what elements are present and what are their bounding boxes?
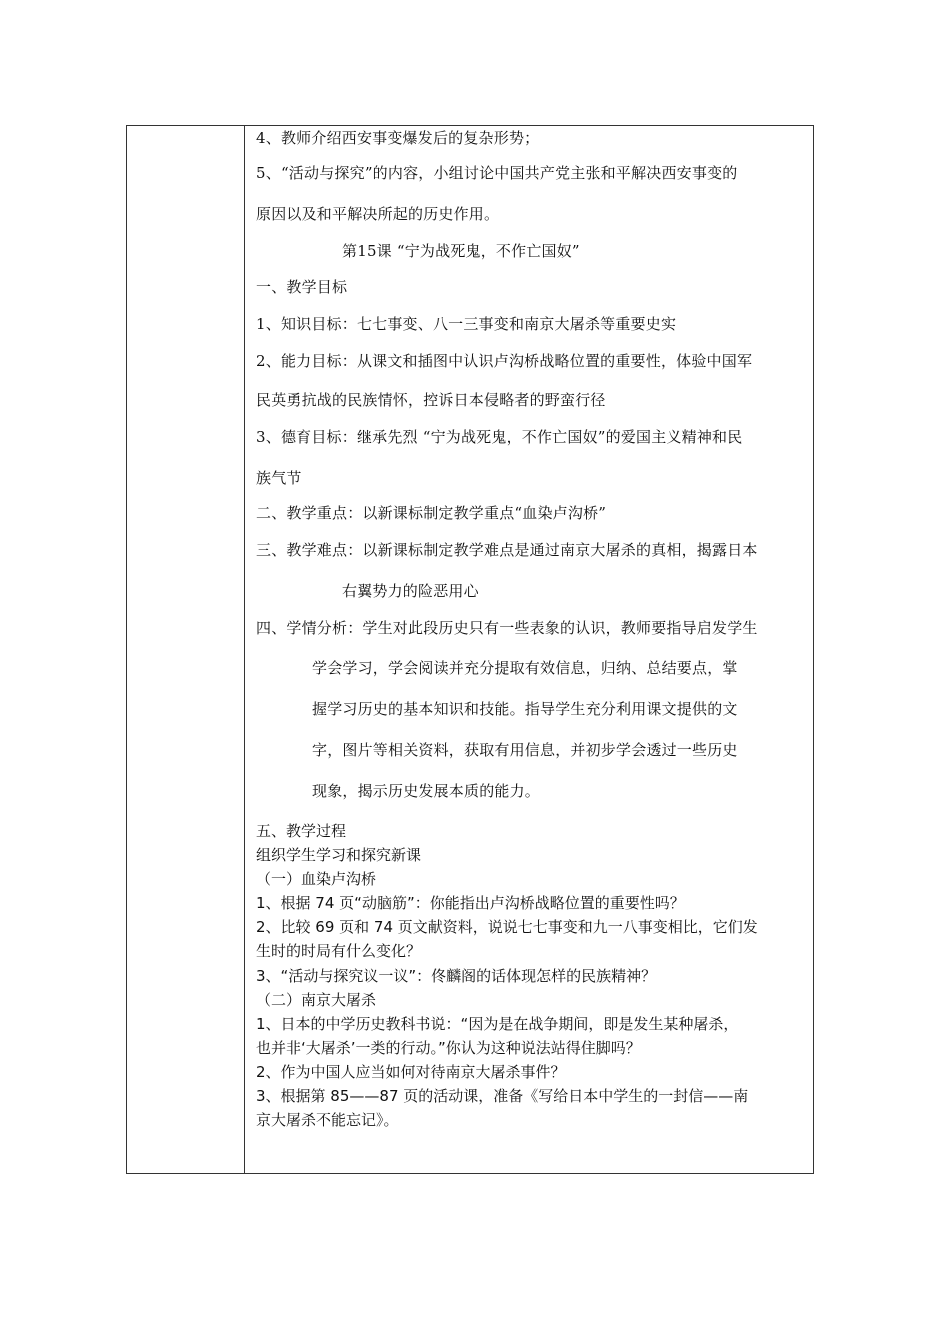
- text-line: 2、比较 69 页和 74 页文献资料，说说七七事变和九一八事变相比，它们发: [256, 918, 758, 936]
- text-line: 民英勇抗战的民族情怀，控诉日本侵略者的野蛮行径: [256, 391, 606, 409]
- text-line: 握学习历史的基本知识和技能。指导学生充分利用课文提供的文: [312, 700, 738, 718]
- text-line: 组织学生学习和探究新课: [256, 846, 422, 864]
- text-line: 右翼势力的险恶用心: [342, 582, 479, 600]
- column-divider: [244, 126, 245, 1173]
- text-line: 字，图片等相关资料，获取有用信息，并初步学会透过一些历史: [312, 741, 738, 759]
- text-line: 3、根据第 85——87 页的活动课，准备《写给日本中学生的一封信——南: [256, 1087, 749, 1105]
- text-line: 学会学习，学会阅读并充分提取有效信息，归纳、总结要点，掌: [312, 659, 738, 677]
- text-line: 也并非‘大屠杀’一类的行动。”你认为这种说法站得住脚吗？: [256, 1039, 641, 1057]
- text-line: 1、根据 74 页“动脑筋”：你能指出卢沟桥战略位置的重要性吗？: [256, 894, 685, 912]
- text-line: 2、作为中国人应当如何对待南京大屠杀事件？: [256, 1063, 566, 1081]
- text-line: 生时的时局有什么变化？: [256, 942, 422, 960]
- text-line: 现象，揭示历史发展本质的能力。: [312, 782, 541, 800]
- section-heading: 三、教学难点：以新课标制定教学难点是通过南京大屠杀的真相，揭露日本: [256, 541, 758, 559]
- section-heading: 一、教学目标: [256, 278, 348, 296]
- text-line: 2、能力目标：从课文和插图中认识卢沟桥战略位置的重要性，体验中国军: [256, 352, 753, 370]
- subsection-heading: （一）血染卢沟桥: [256, 870, 377, 888]
- text-line: 3、“活动与探究议一议”：佟麟阁的话体现怎样的民族精神？: [256, 967, 657, 985]
- text-line: 原因以及和平解决所起的历史作用。: [256, 205, 500, 223]
- text-line: 1、日本的中学历史教科书说：“因为是在战争期间，即是发生某种屠杀，: [256, 1015, 739, 1033]
- text-line: 4、教师介绍西安事变爆发后的复杂形势；: [256, 129, 540, 147]
- section-heading: 四、学情分析：学生对此段历史只有一些表象的认识，教师要指导启发学生: [256, 619, 758, 637]
- lesson-title: 第15课 “宁为战死鬼，不作亡国奴”: [342, 242, 580, 260]
- text-line: 3、德育目标：继承先烈 “宁为战死鬼，不作亡国奴”的爱国主义精神和民: [256, 428, 743, 446]
- section-heading: 五、教学过程: [256, 822, 347, 840]
- text-line: 1、知识目标：七七事变、八一三事变和南京大屠杀等重要史实: [256, 315, 677, 333]
- text-line: 京大屠杀不能忘记》。: [256, 1111, 399, 1129]
- section-heading: 二、教学重点：以新课标制定教学重点“血染卢沟桥”: [256, 504, 607, 522]
- subsection-heading: （二）南京大屠杀: [256, 991, 377, 1009]
- text-line: 族气节: [256, 469, 302, 487]
- text-line: 5、“活动与探究”的内容，小组讨论中国共产党主张和平解决西安事变的: [256, 164, 738, 182]
- lesson-plan-table: [126, 125, 814, 1174]
